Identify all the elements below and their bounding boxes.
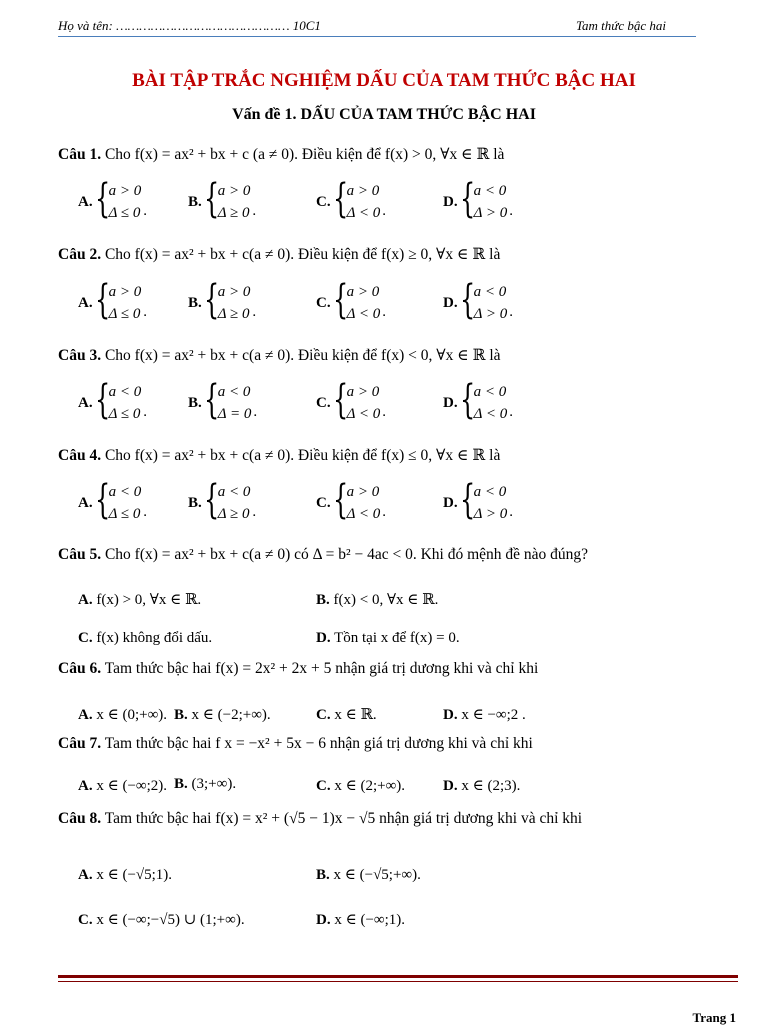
condition-row: a > 0 <box>108 284 142 300</box>
question-label: Câu 1. <box>58 146 102 163</box>
option-text: f(x) < 0, ∀x ∈ ℝ. <box>333 592 439 608</box>
option-label: D. <box>443 707 458 723</box>
left-brace-icon: { <box>459 477 475 523</box>
question-5 <box>58 546 588 564</box>
option-b[interactable] <box>316 865 421 884</box>
question-label: Câu 8. <box>58 810 102 827</box>
option-a[interactable] <box>78 776 167 795</box>
option-a[interactable]: A. { a > 0 Δ ≤ 0 . <box>78 277 147 323</box>
condition-row: a < 0 <box>473 484 507 500</box>
option-a[interactable] <box>78 865 172 884</box>
option-label: A. <box>78 592 93 608</box>
system-of-conditions <box>203 477 251 525</box>
left-brace-icon: { <box>332 176 348 222</box>
option-c[interactable]: C. { a > 0 Δ < 0 . <box>316 176 386 222</box>
condition-row: a > 0 <box>346 183 380 199</box>
option-label: C. <box>316 394 331 411</box>
option-text: x ∈ (−∞;−√5) ∪ (1;+∞). <box>96 912 245 928</box>
option-label: D. <box>443 494 458 511</box>
condition-row: a > 0 <box>346 284 380 300</box>
option-label: A. <box>78 707 93 723</box>
condition-row: a < 0 <box>217 484 251 500</box>
option-b[interactable]: B. { a < 0 Δ = 0 . <box>188 377 258 423</box>
condition-row: Δ < 0 <box>346 205 381 221</box>
question-1 <box>58 145 504 164</box>
condition-row: Δ < 0 <box>346 506 381 522</box>
option-text: x ∈ ℝ. <box>334 707 377 723</box>
system-of-conditions <box>94 377 142 425</box>
option-label: A. <box>78 193 93 210</box>
system-of-conditions <box>332 277 381 325</box>
question-label: Câu 2. <box>58 246 102 263</box>
option-c[interactable] <box>316 776 405 795</box>
option-label: C. <box>316 494 331 511</box>
question-text: Tam thức bậc hai f x = −x² + 5x − 6 nhận giá trị dương khi và chỉ khi <box>104 735 533 752</box>
question-text: Tam thức bậc hai f(x) = 2x² + 2x + 5 nhận giá trị dương khi và chỉ khi <box>104 660 539 677</box>
left-brace-icon: { <box>94 477 110 523</box>
option-text: x ∈ (2;3). <box>461 778 521 794</box>
option-text: x ∈ −∞;2 . <box>461 707 526 723</box>
option-label: A. <box>78 778 93 794</box>
left-brace-icon: { <box>332 277 348 323</box>
option-label: D. <box>316 630 331 646</box>
option-label: B. <box>188 294 202 311</box>
option-label: B. <box>316 592 330 608</box>
condition-row: a > 0 <box>108 183 142 199</box>
question-4 <box>58 446 500 465</box>
system-of-conditions <box>203 377 252 425</box>
option-d[interactable]: D. { a < 0 Δ > 0 . <box>443 477 513 523</box>
system-of-conditions <box>94 277 142 325</box>
system-of-conditions <box>203 277 251 325</box>
condition-row: Δ ≤ 0 <box>108 506 141 522</box>
option-d[interactable]: D. { a < 0 Δ < 0 . <box>443 377 513 423</box>
question-6 <box>58 660 538 678</box>
option-b[interactable] <box>174 705 271 724</box>
option-a[interactable] <box>78 590 201 609</box>
option-c[interactable]: C. { a > 0 Δ < 0 . <box>316 477 386 523</box>
question-label: Câu 6. <box>58 660 102 677</box>
option-text: x ∈ (2;+∞). <box>334 778 406 794</box>
section-heading: Vấn đề 1. DẤU CỦA TAM THỨC BẬC HAI <box>232 106 536 123</box>
option-d[interactable] <box>443 776 520 795</box>
option-c[interactable]: C. { a > 0 Δ < 0 . <box>316 377 386 423</box>
option-label: C. <box>316 294 331 311</box>
question-text: Tam thức bậc hai f(x) = x² + (√5 − 1)x − √5 nhận giá trị dương khi và chỉ khi <box>104 810 583 827</box>
system-of-conditions <box>94 176 142 224</box>
option-d[interactable] <box>316 630 460 647</box>
option-label: C. <box>78 630 93 646</box>
footer-rule-thin <box>58 981 738 982</box>
option-d[interactable]: D. { a < 0 Δ > 0 . <box>443 176 513 222</box>
condition-row: a > 0 <box>217 284 251 300</box>
option-b[interactable]: B. { a > 0 Δ ≥ 0 . <box>188 277 257 323</box>
header-divider <box>58 36 696 37</box>
footer-rule-thick <box>58 975 738 978</box>
condition-row: a > 0 <box>217 183 251 199</box>
option-label: C. <box>316 193 331 210</box>
condition-row: Δ < 0 <box>473 406 508 422</box>
option-text: x ∈ (−√5;+∞). <box>333 867 421 883</box>
option-label: D. <box>443 193 458 210</box>
left-brace-icon: { <box>332 477 348 523</box>
left-brace-icon: { <box>332 377 348 423</box>
system-of-conditions <box>203 176 251 224</box>
left-brace-icon: { <box>203 377 220 423</box>
header-student-field: Họ và tên: ……………………………………… 10C1 <box>58 18 321 33</box>
left-brace-icon: { <box>203 477 220 523</box>
condition-row: a > 0 <box>346 484 380 500</box>
system-of-conditions <box>332 477 381 525</box>
system-of-conditions <box>459 377 508 425</box>
left-brace-icon: { <box>94 176 110 222</box>
option-label: A. <box>78 394 93 411</box>
option-a[interactable]: A. { a < 0 Δ ≤ 0 . <box>78 477 147 523</box>
condition-row: Δ ≥ 0 <box>217 306 250 322</box>
option-text: f(x) không đổi dấu. <box>96 630 213 646</box>
option-d[interactable] <box>443 705 526 724</box>
option-text: Tồn tại x để f(x) = 0. <box>334 630 460 646</box>
option-b[interactable] <box>316 590 438 609</box>
left-brace-icon: { <box>459 176 475 222</box>
left-brace-icon: { <box>94 277 110 323</box>
option-text: f(x) > 0, ∀x ∈ ℝ. <box>96 592 202 608</box>
option-label: A. <box>78 294 93 311</box>
question-8 <box>58 810 582 828</box>
option-text: x ∈ (0;+∞). <box>96 707 168 723</box>
question-text: Cho f(x) = ax² + bx + c (a ≠ 0). Điều kiện để f(x) > 0, ∀x ∈ ℝ là <box>104 146 505 163</box>
condition-row: Δ ≤ 0 <box>108 406 141 422</box>
option-a[interactable] <box>78 705 167 724</box>
option-text: x ∈ (−∞;1). <box>334 912 406 928</box>
page-number: Trang 1 <box>692 1010 736 1025</box>
option-label: D. <box>443 394 458 411</box>
question-label: Câu 7. <box>58 735 102 752</box>
option-label: A. <box>78 494 93 511</box>
condition-row: a < 0 <box>108 484 142 500</box>
condition-row: Δ ≥ 0 <box>217 506 250 522</box>
left-brace-icon: { <box>459 377 475 423</box>
condition-row: a < 0 <box>473 183 507 199</box>
left-brace-icon: { <box>203 277 220 323</box>
option-c[interactable] <box>78 910 245 929</box>
option-a[interactable]: A. { a < 0 Δ ≤ 0 . <box>78 377 147 423</box>
condition-row: Δ > 0 <box>473 506 508 522</box>
condition-row: Δ < 0 <box>346 306 381 322</box>
option-b[interactable] <box>174 776 236 793</box>
option-label: D. <box>443 294 458 311</box>
question-7 <box>58 735 533 753</box>
question-label: Câu 3. <box>58 347 102 364</box>
option-text: (3;+∞). <box>191 776 237 792</box>
option-label: B. <box>174 776 188 792</box>
option-label: B. <box>316 867 330 883</box>
system-of-conditions <box>459 477 508 525</box>
left-brace-icon: { <box>203 176 220 222</box>
condition-row: Δ > 0 <box>473 205 508 221</box>
page-title: BÀI TẬP TRẮC NGHIỆM DẤU CỦA TAM THỨC BẬC HAI <box>132 70 636 91</box>
option-label: B. <box>188 494 202 511</box>
option-text: x ∈ (−∞;2). <box>96 778 168 794</box>
system-of-conditions <box>332 377 381 425</box>
question-3 <box>58 346 501 365</box>
condition-row: a < 0 <box>473 284 507 300</box>
option-label: C. <box>316 778 331 794</box>
condition-row: a < 0 <box>217 384 251 400</box>
question-2 <box>58 245 500 264</box>
question-text: Cho f(x) = ax² + bx + c(a ≠ 0). Điều kiện để f(x) < 0, ∀x ∈ ℝ là <box>104 347 501 364</box>
system-of-conditions <box>459 176 508 224</box>
header-topic: Tam thức bậc hai <box>575 18 666 33</box>
system-of-conditions <box>459 277 508 325</box>
condition-row: a < 0 <box>473 384 507 400</box>
option-text: x ∈ (−√5;1). <box>96 867 173 883</box>
option-label: C. <box>78 912 93 928</box>
option-label: C. <box>316 707 331 723</box>
question-label: Câu 5. <box>58 546 102 563</box>
system-of-conditions <box>332 176 381 224</box>
question-label: Câu 4. <box>58 447 102 464</box>
condition-row: a > 0 <box>346 384 380 400</box>
condition-row: Δ ≥ 0 <box>217 205 250 221</box>
option-label: B. <box>174 707 188 723</box>
condition-row: Δ > 0 <box>473 306 508 322</box>
option-c[interactable] <box>78 630 212 647</box>
option-label: D. <box>443 778 458 794</box>
option-c[interactable]: C. { a > 0 Δ < 0 . <box>316 277 386 323</box>
option-d[interactable]: D. { a < 0 Δ > 0 . <box>443 277 513 323</box>
option-label: B. <box>188 193 202 210</box>
condition-row: Δ < 0 <box>346 406 381 422</box>
question-text: Cho f(x) = ax² + bx + c(a ≠ 0). Điều kiện để f(x) ≥ 0, ∀x ∈ ℝ là <box>104 246 501 263</box>
question-text: Cho f(x) = ax² + bx + c(a ≠ 0) có Δ = b² − 4ac < 0. Khi đó mệnh đề nào đúng? <box>104 546 589 563</box>
condition-row: Δ ≤ 0 <box>108 306 141 322</box>
option-d[interactable] <box>316 910 405 929</box>
option-c[interactable] <box>316 705 377 724</box>
option-b[interactable]: B. { a < 0 Δ ≥ 0 . <box>188 477 257 523</box>
left-brace-icon: { <box>94 377 110 423</box>
question-text: Cho f(x) = ax² + bx + c(a ≠ 0). Điều kiện để f(x) ≤ 0, ∀x ∈ ℝ là <box>104 447 501 464</box>
system-of-conditions <box>94 477 142 525</box>
option-label: D. <box>316 912 331 928</box>
condition-row: a < 0 <box>108 384 142 400</box>
option-label: A. <box>78 867 93 883</box>
left-brace-icon: { <box>459 277 475 323</box>
option-label: B. <box>188 394 202 411</box>
condition-row: Δ = 0 <box>217 406 252 422</box>
option-a[interactable]: A. { a > 0 Δ ≤ 0 . <box>78 176 147 222</box>
option-text: x ∈ (−2;+∞). <box>191 707 271 723</box>
option-b[interactable]: B. { a > 0 Δ ≥ 0 . <box>188 176 257 222</box>
condition-row: Δ ≤ 0 <box>108 205 141 221</box>
